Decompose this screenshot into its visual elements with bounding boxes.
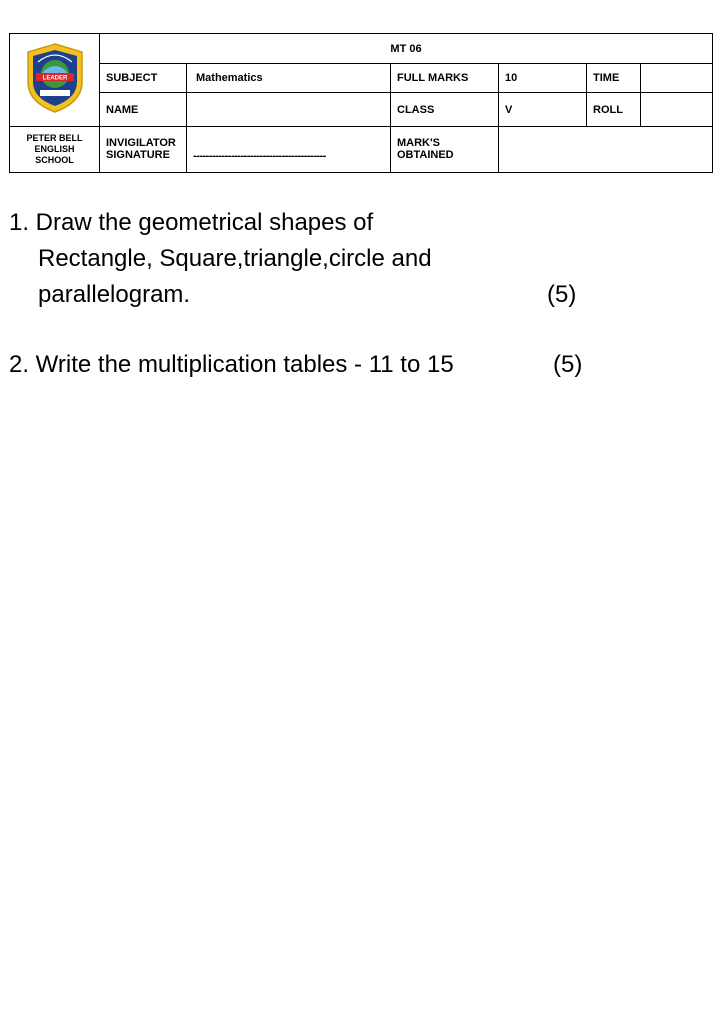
invigilator-signature-label <box>100 126 187 172</box>
questions-section <box>9 205 709 383</box>
school-name-line: PETER BELL <box>26 132 83 143</box>
marks-obtained-label-line: OBTAINED <box>397 149 454 162</box>
name-value[interactable] <box>187 93 391 126</box>
roll-value[interactable] <box>641 93 713 126</box>
question-marks: (5) <box>547 281 577 308</box>
marks-obtained-value[interactable] <box>499 126 713 172</box>
signature-field[interactable] <box>187 126 391 172</box>
class-value: V <box>499 93 587 126</box>
invigilator-label-line: INVIGILATOR <box>106 137 176 150</box>
school-logo <box>24 42 86 114</box>
question-2 <box>9 347 709 383</box>
marks-obtained-label <box>391 126 499 172</box>
time-label: TIME <box>587 64 641 93</box>
subject-label: SUBJECT <box>100 64 187 93</box>
exam-header-table <box>9 33 713 173</box>
question-1 <box>9 205 709 313</box>
question-text-line: Rectangle, Square,triangle,circle and <box>38 245 432 272</box>
school-name-line: SCHOOL <box>35 154 74 165</box>
subject-value: Mathematics <box>187 64 391 93</box>
question-marks: (5) <box>553 351 583 378</box>
school-name <box>10 126 100 172</box>
roll-label: ROLL <box>587 93 641 126</box>
school-name-line: ENGLISH <box>34 143 75 154</box>
invigilator-label-line: SIGNATURE <box>106 149 170 162</box>
question-text-line: parallelogram. <box>38 281 191 308</box>
school-logo-cell <box>10 34 100 127</box>
logo-banner-text: LEADER <box>42 75 67 82</box>
exam-code: MT 06 <box>100 34 713 64</box>
class-label: CLASS <box>391 93 499 126</box>
full-marks-value: 10 <box>499 64 587 93</box>
question-text-line: 2. Write the multiplication tables - 11 to 15 <box>9 351 454 378</box>
name-label: NAME <box>100 93 187 126</box>
signature-line: ------------------------------------------ <box>193 150 326 163</box>
question-text-line: 1. Draw the geometrical shapes of <box>9 209 374 236</box>
marks-obtained-label-line: MARK'S <box>397 137 440 150</box>
time-value[interactable] <box>641 64 713 93</box>
full-marks-label: FULL MARKS <box>391 64 499 93</box>
